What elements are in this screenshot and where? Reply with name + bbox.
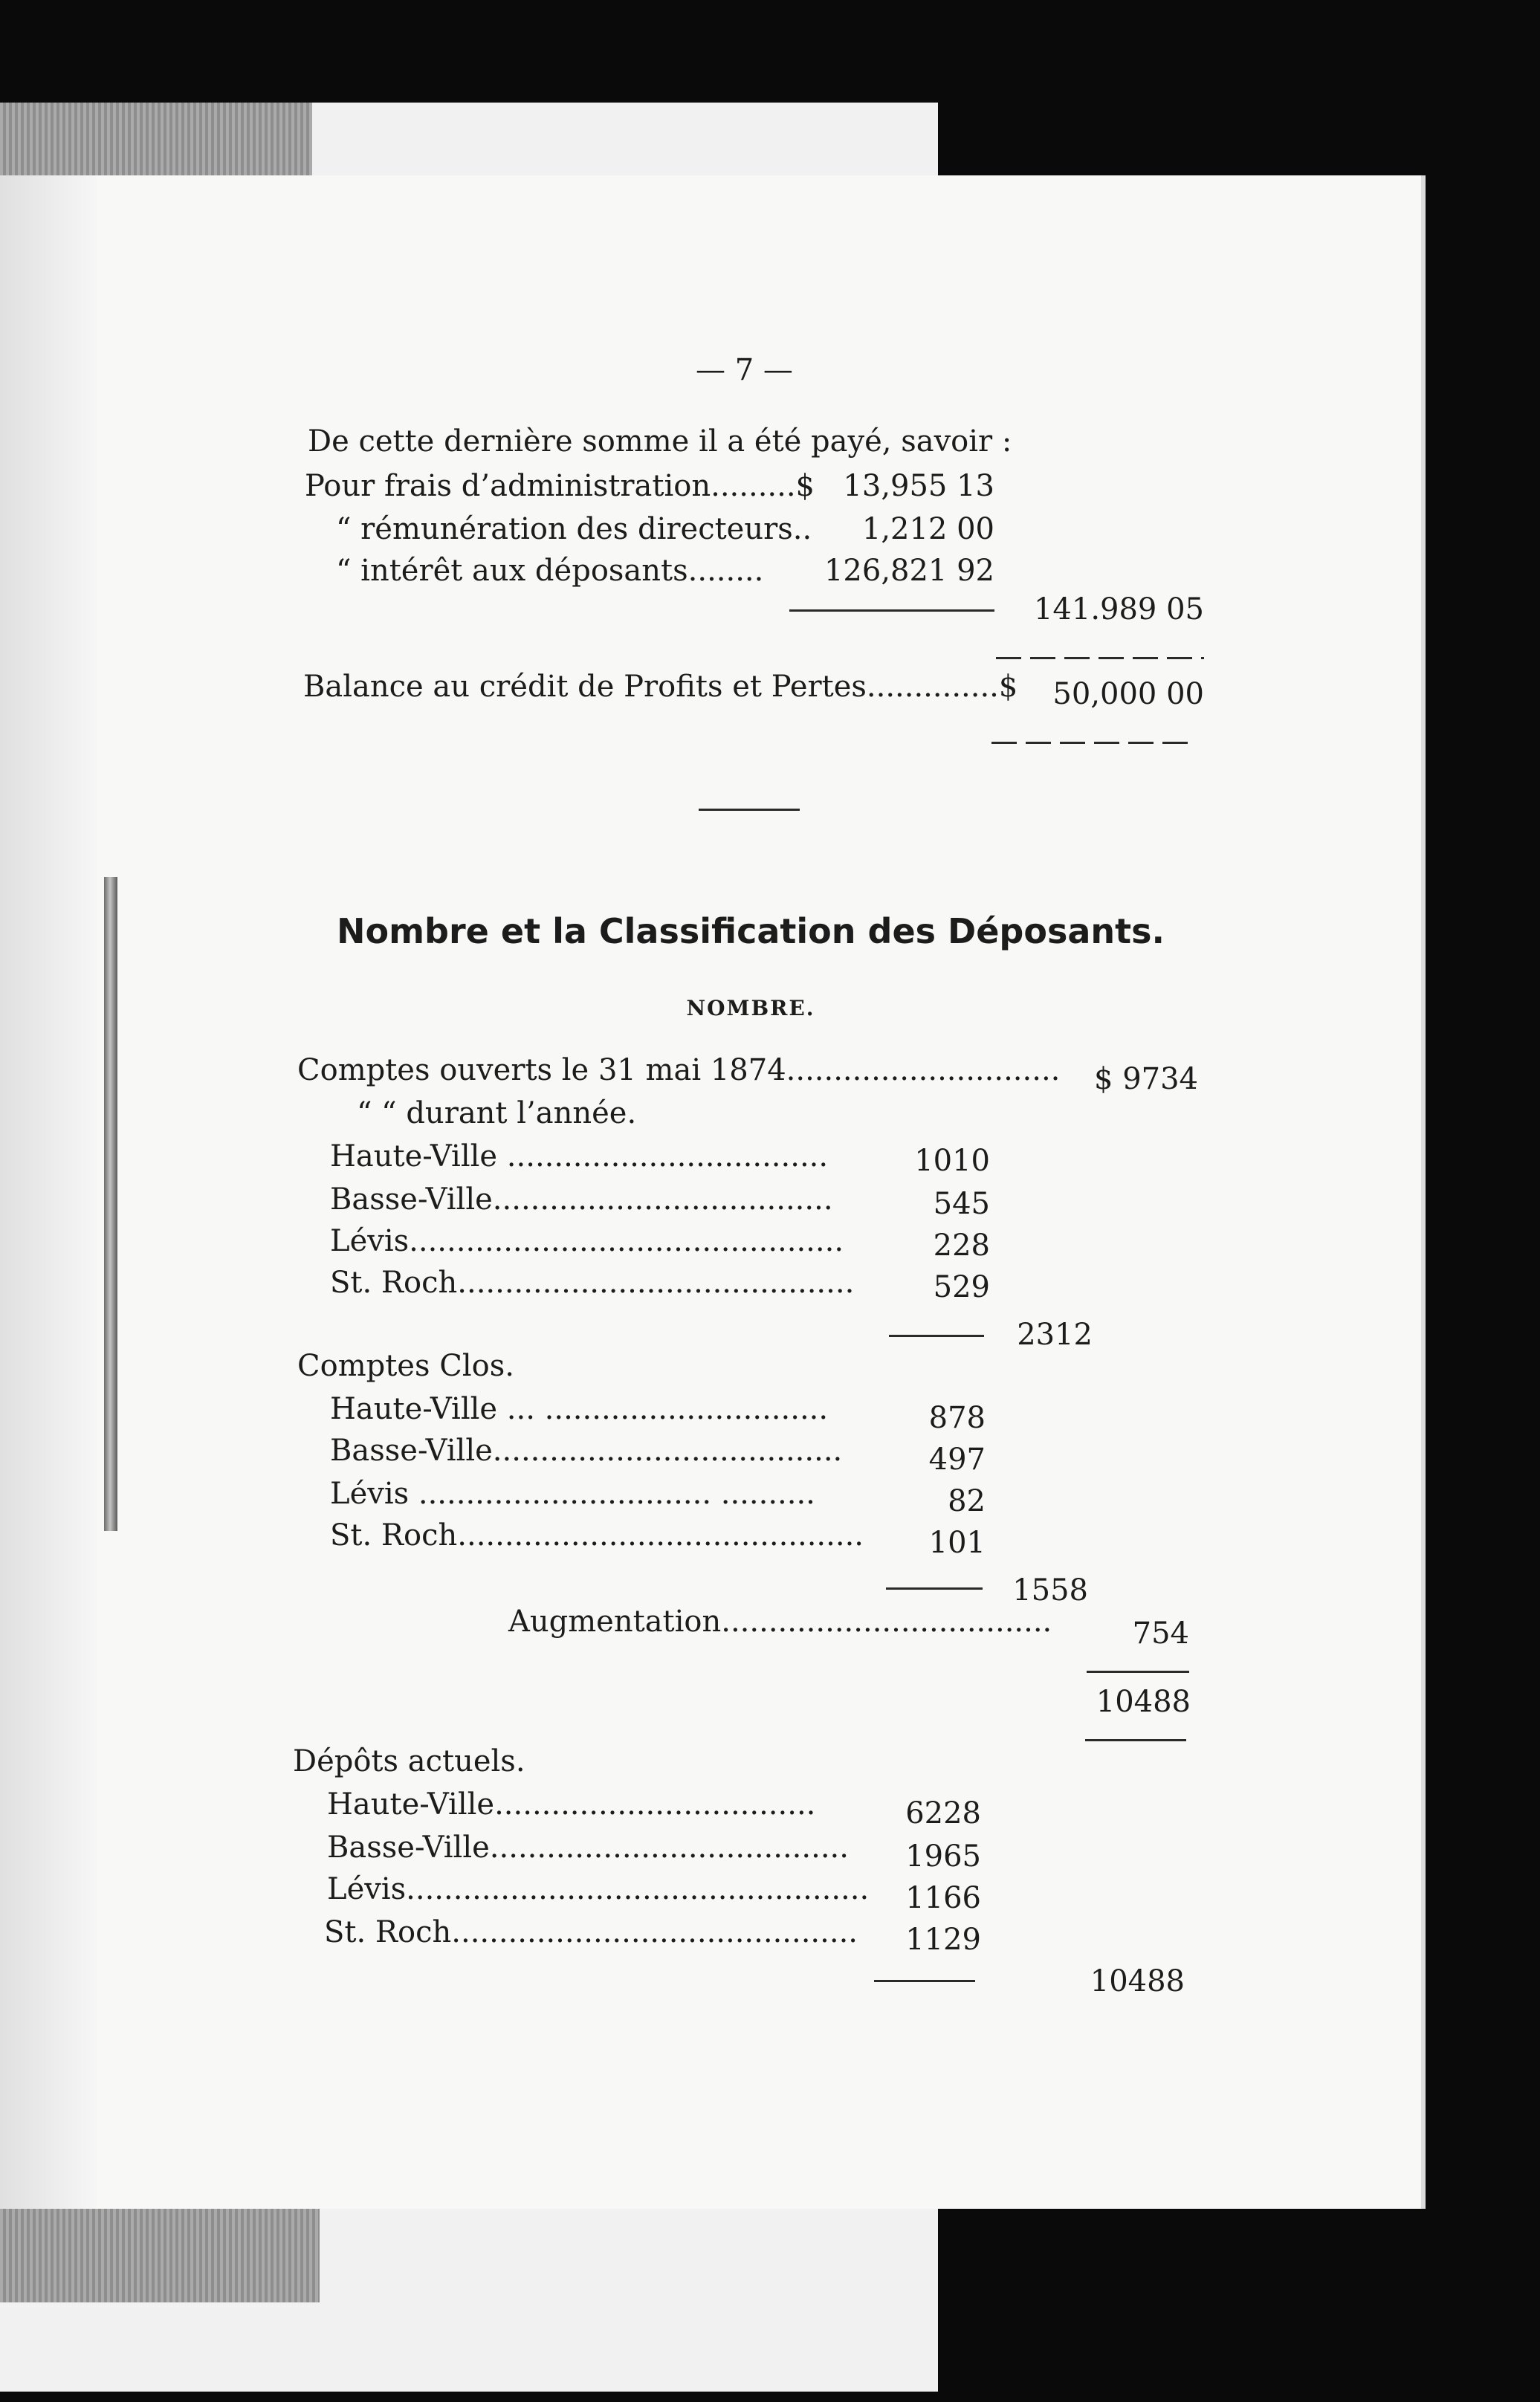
balance-rule bbox=[991, 742, 1192, 744]
comptes-ouverts-total: 2312 bbox=[1017, 1318, 1093, 1352]
ouverts-value-st-roch: 529 bbox=[933, 1270, 990, 1304]
payment-label-admin: Pour frais d’administration.........$ bbox=[305, 469, 815, 503]
clos-row-st-roch: St. Roch........................................... bbox=[330, 1518, 864, 1553]
comptes-ouverts-durant: “ “ durant l’année. bbox=[357, 1096, 637, 1130]
payment-label-deposants: “ intérêt aux déposants........ bbox=[336, 554, 764, 588]
payments-total: 141.989 05 bbox=[1033, 592, 1204, 627]
ouverts-value-basse-ville: 545 bbox=[933, 1187, 990, 1221]
ouverts-value-levis: 228 bbox=[933, 1228, 990, 1263]
clos-value-haute-ville: 878 bbox=[928, 1401, 986, 1435]
cloth-binding-bottom bbox=[0, 2207, 320, 2302]
payments-rule bbox=[789, 609, 994, 612]
clos-value-basse-ville: 497 bbox=[928, 1443, 986, 1477]
augmentation-label: Augmentation................................... bbox=[508, 1605, 1052, 1639]
augmentation-value: 754 bbox=[1132, 1616, 1189, 1651]
payment-amount-directeurs: 1,212 00 bbox=[861, 512, 994, 546]
ouverts-row-levis: Lévis.............................................. bbox=[330, 1224, 844, 1258]
augmentation-total-rule bbox=[1085, 1739, 1186, 1741]
depots-total: 10488 bbox=[1090, 1964, 1185, 1998]
clos-value-st-roch: 101 bbox=[928, 1526, 986, 1560]
clos-row-levis: Lévis ............................... .......... bbox=[330, 1477, 815, 1511]
depots-row-haute-ville: Haute-Ville.................................. bbox=[327, 1787, 816, 1822]
page-gutter bbox=[0, 175, 97, 2209]
depots-row-st-roch: St. Roch........................................... bbox=[324, 1915, 858, 1949]
depots-value-basse-ville: 1965 bbox=[905, 1839, 981, 1874]
comptes-clos-total: 1558 bbox=[1012, 1573, 1088, 1608]
clos-value-levis: 82 bbox=[948, 1484, 986, 1518]
payment-amount-deposants: 126,821 92 bbox=[824, 554, 994, 588]
comptes-ouverts-amount: $ 9734 bbox=[1094, 1062, 1198, 1096]
comptes-clos-label: Comptes Clos. bbox=[297, 1349, 514, 1383]
depots-row-levis: Lévis................................................. bbox=[327, 1872, 870, 1906]
payment-amount-admin: 13,955 13 bbox=[843, 469, 994, 503]
clos-row-haute-ville: Haute-Ville ... .............................. bbox=[330, 1392, 829, 1426]
payment-label-directeurs: “ rémunération des directeurs.. bbox=[336, 512, 812, 546]
clos-row-basse-ville: Basse-Ville..................................... bbox=[330, 1434, 843, 1468]
section-title: Nombre et la Classification des Déposants. bbox=[337, 911, 1165, 951]
ouverts-row-haute-ville: Haute-Ville .................................. bbox=[330, 1139, 829, 1174]
ouverts-row-basse-ville: Basse-Ville.................................... bbox=[330, 1182, 833, 1217]
depots-label: Dépôts actuels. bbox=[293, 1744, 525, 1778]
page-number: — 7 — bbox=[696, 353, 793, 387]
binding-thread bbox=[104, 877, 117, 1531]
balance-amount: 50,000 00 bbox=[1052, 677, 1204, 711]
section-divider bbox=[699, 809, 800, 811]
depots-value-st-roch: 1129 bbox=[905, 1923, 981, 1957]
section-subtitle: NOMBRE. bbox=[686, 996, 815, 1020]
depots-row-basse-ville: Basse-Ville...................................... bbox=[327, 1830, 849, 1865]
depots-value-haute-ville: 6228 bbox=[905, 1796, 981, 1830]
payments-total-rule bbox=[996, 657, 1204, 659]
payments-intro: De cette dernière somme il a été payé, savoir : bbox=[308, 424, 1012, 459]
comptes-ouverts-label: Comptes ouverts le 31 mai 1874............................. bbox=[297, 1053, 1061, 1087]
ouverts-value-haute-ville: 1010 bbox=[914, 1144, 990, 1178]
depots-value-levis: 1166 bbox=[905, 1881, 981, 1915]
depots-rule bbox=[874, 1980, 975, 1982]
ouverts-row-st-roch: St. Roch.......................................... bbox=[330, 1266, 855, 1300]
balance-label: Balance au crédit de Profits et Pertes..............$ bbox=[303, 670, 1018, 704]
augmentation-total: 10488 bbox=[1096, 1685, 1191, 1719]
augmentation-rule bbox=[1087, 1671, 1189, 1673]
